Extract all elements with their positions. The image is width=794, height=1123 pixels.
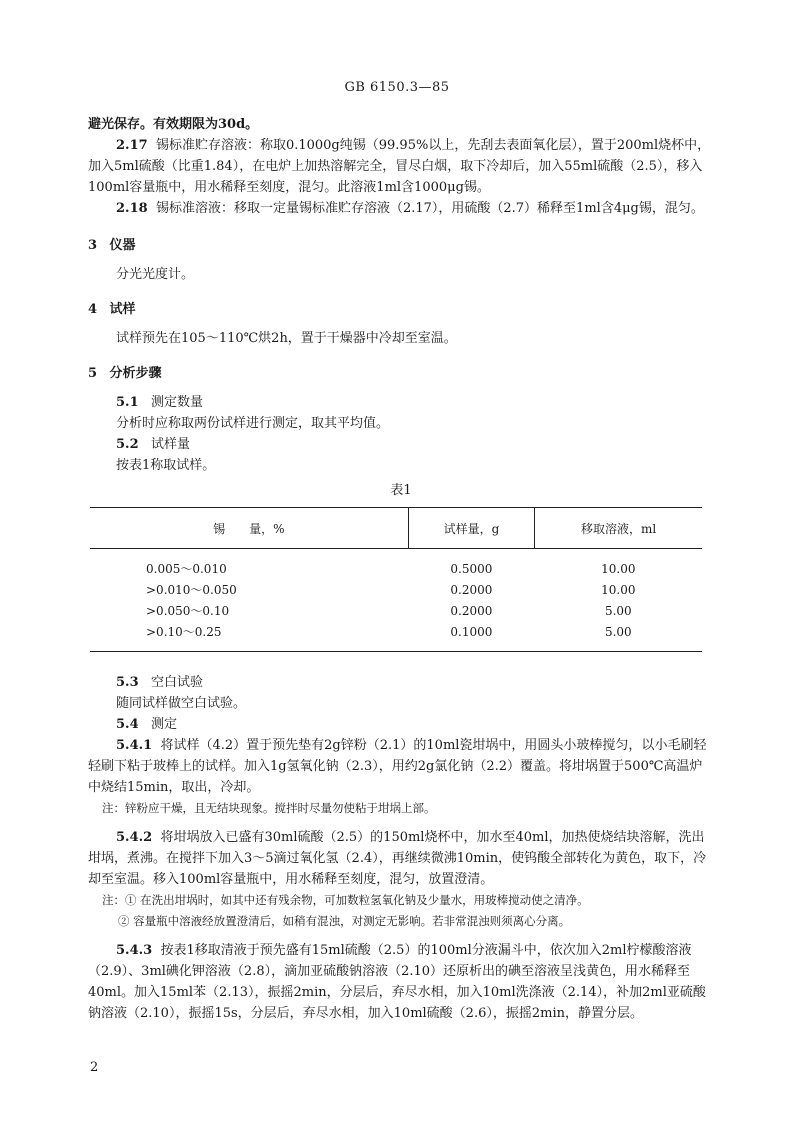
subsection-number: 5.3 xyxy=(116,675,139,690)
clause-2-18 xyxy=(88,198,714,219)
clause-5-4-2 xyxy=(88,827,714,890)
clause-5-4-3 xyxy=(88,940,714,1024)
table-cell: 5.00 xyxy=(535,621,702,652)
section-title: 分析步骤 xyxy=(109,366,162,381)
subsection-5-2-body: 按表1称取试样。 xyxy=(116,458,216,473)
table-cell: 0.2000 xyxy=(450,603,493,618)
table-cell: 0.1000 xyxy=(408,621,534,652)
clause-text: 锡标准贮存溶液：称取0.1000g纯锡（99.95%以上，先刮去表面氧化层），置于200ml烧杯中，加入5ml硫酸（比重1.84），在电炉上加热溶解完全，冒尽白烟，取下冷却后，加入55ml硫酸（2.5），移入100ml容量瓶中，用水稀释至刻度，混匀。此溶液1ml含1000μg锡。 xyxy=(88,138,711,195)
table-cell: 10.00 xyxy=(601,582,636,597)
storage-line: 避光保存。有效期限为30d。 xyxy=(88,117,259,132)
table-row xyxy=(90,549,702,580)
clause-2-17 xyxy=(88,135,714,198)
table-cell: 10.00 xyxy=(601,561,636,576)
section-3-heading xyxy=(88,235,714,256)
table-row xyxy=(90,600,702,621)
table-cell: 0.5000 xyxy=(450,561,493,576)
table-cell: >0.10～0.25 xyxy=(90,621,408,652)
section-3-body: 分光光度计。 xyxy=(116,267,195,282)
section-number: 4 xyxy=(88,302,98,317)
subsection-5-2-heading xyxy=(88,434,714,455)
section-4-heading xyxy=(88,299,714,320)
section-title: 仪器 xyxy=(109,238,136,253)
subsection-title: 测定数量 xyxy=(151,395,204,410)
clause-5-4-1 xyxy=(88,735,714,798)
page-content xyxy=(88,114,714,1024)
clause-number: 5.4.3 xyxy=(116,943,153,958)
subsection-number: 5.1 xyxy=(116,395,139,410)
clause-5-4-1-note: 注：锌粉应干燥，且无结块现象。搅拌时尽量勿使粘于坩埚上部。 xyxy=(102,801,436,815)
section-5-heading xyxy=(88,363,714,384)
clause-text: 将坩埚放入已盛有30ml硫酸（2.5）的150ml烧杯中，加水至40ml，加热使烧结块溶解，洗出坩埚，煮沸。在搅拌下加入3～5滴过氧化氢（2.4），再继续微沸10min，使钨酸全部转化为黄色，取下，冷却至室温。移入100ml容量瓶中，用水稀释至刻度，混匀，放置澄清。 xyxy=(88,830,707,887)
table-header-row xyxy=(90,508,702,549)
sample-amount-table xyxy=(90,507,702,652)
clause-number: 2.18 xyxy=(116,201,148,216)
subsection-5-1-heading xyxy=(88,392,714,413)
section-4-body: 试样预先在105～110℃烘2h，置于干燥器中冷却至室温。 xyxy=(116,331,457,346)
section-number: 5 xyxy=(88,366,98,381)
subsection-title: 测定 xyxy=(151,717,178,732)
table-row xyxy=(90,579,702,600)
subsection-5-1-body: 分析时应称取两份试样进行测定，取其平均值。 xyxy=(116,416,390,431)
table-cell: >0.010～0.050 xyxy=(146,583,237,597)
table-row xyxy=(90,621,702,652)
clause-5-4-2-note-1: 注：① 在洗出坩埚时，如其中还有残余物，可加数粒氢氧化钠及少量水，用玻棒搅动使之清净。 xyxy=(102,893,589,907)
table-cell: 0.2000 xyxy=(450,582,493,597)
clause-text: 将试样（4.2）置于预先垫有2g锌粉（2.1）的10ml瓷坩埚中，用圆头小玻棒搅匀，以小毛刷轻轻刷下粘于玻棒上的试样。加入1g氢氧化钠（2.3），用约2g氯化钠（2.2）覆盖。将坩埚置于500℃高温炉中烧结15min，取出，冷却。 xyxy=(88,738,707,795)
column-header-sample-mass: 试样量，g xyxy=(408,508,534,549)
table-cell: 0.005～0.010 xyxy=(146,562,227,576)
subsection-5-3-body: 随同试样做空白试验。 xyxy=(116,696,247,711)
table-cell: >0.050～0.10 xyxy=(146,604,230,618)
section-title: 试样 xyxy=(109,302,136,317)
subsection-title: 试样量 xyxy=(151,437,191,452)
table-caption: 表1 xyxy=(390,483,412,498)
page-number: 2 xyxy=(90,1060,99,1075)
column-header-tin-content: 锡 量，% xyxy=(90,508,408,549)
subsection-5-3-heading xyxy=(88,672,714,693)
column-header-aliquot-volume: 移取溶液，ml xyxy=(535,508,702,549)
clause-text: 锡标准溶液：移取一定量锡标准贮存溶液（2.17），用硫酸（2.7）稀释至1ml含4μg锡，混匀。 xyxy=(155,201,704,216)
subsection-number: 5.2 xyxy=(116,437,139,452)
clause-number: 2.17 xyxy=(116,138,148,153)
clause-number: 5.4.2 xyxy=(116,830,153,845)
section-number: 3 xyxy=(88,238,98,253)
table-cell: 5.00 xyxy=(604,603,632,618)
clause-number: 5.4.1 xyxy=(116,738,153,753)
subsection-5-4-heading xyxy=(88,714,714,735)
clause-text: 按表1移取清液于预先盛有15ml硫酸（2.5）的100ml分液漏斗中，依次加入2ml柠檬酸溶液（2.9）、3ml碘化钾溶液（2.8），滴加亚硫酸钠溶液（2.10）还原析出的碘至溶液呈浅黄色，用水稀释至40ml。加入15ml苯（2.13），振摇2min，分层后，弃尽水相，加入10ml洗涤液（2.14），补加2ml亚硫酸钠溶液（2.10），振摇15s，分层后，弃尽水相，加入10ml硫酸（2.6），振摇2min，静置分层。 xyxy=(88,943,706,1021)
subsection-title: 空白试验 xyxy=(151,675,204,690)
clause-5-4-2-note-2: ② 容量瓶中溶液经放置澄清后，如稍有混浊，对测定无影响。若非常混浊则须离心分离。 xyxy=(118,914,571,928)
page-header: GB 6150.3—85 xyxy=(344,80,450,95)
subsection-number: 5.4 xyxy=(116,717,139,732)
